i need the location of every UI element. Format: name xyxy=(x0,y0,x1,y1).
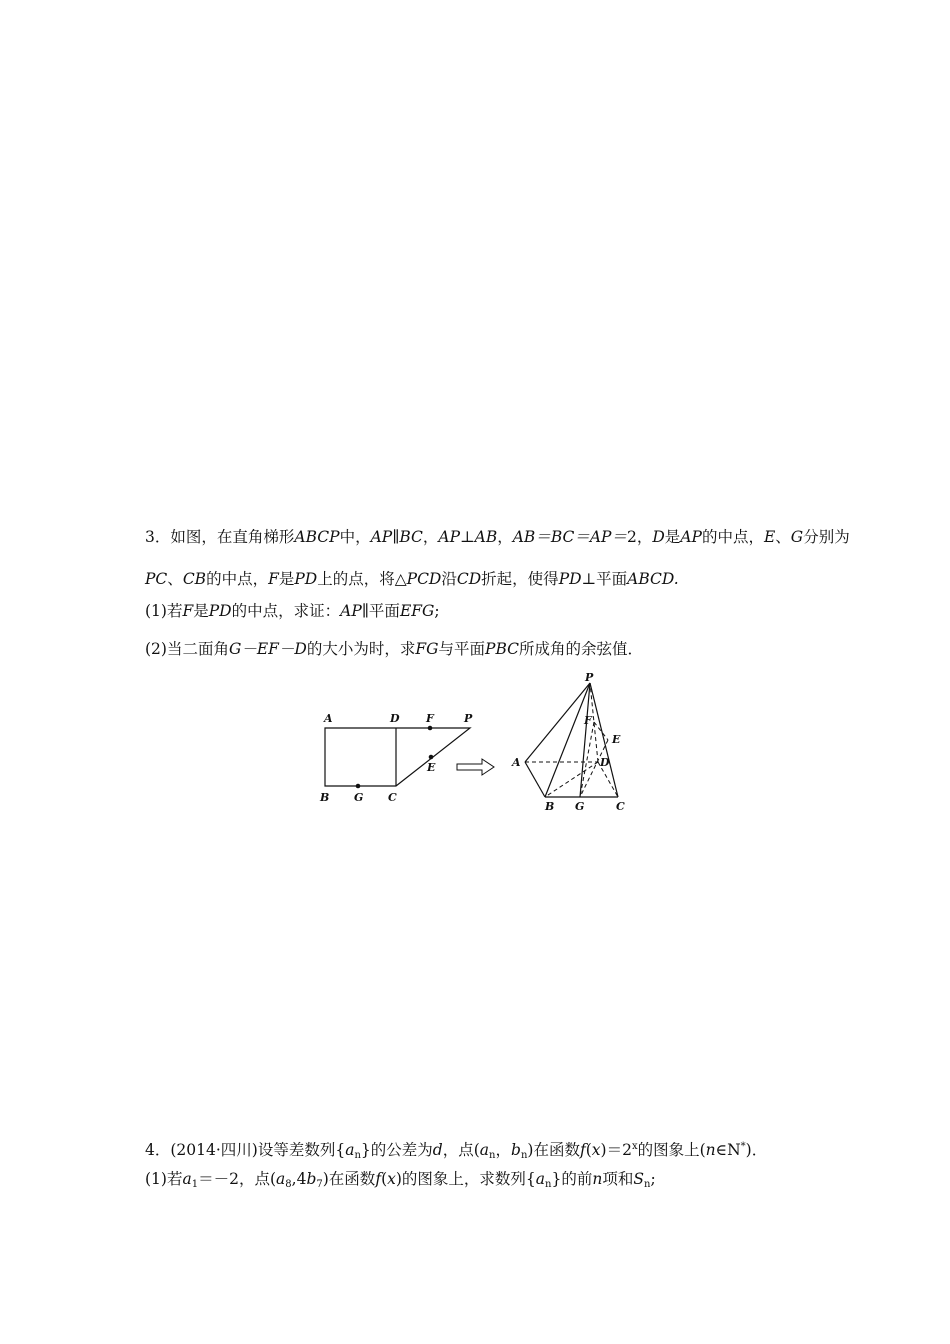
point-g xyxy=(356,784,361,789)
math: AP⊥AB xyxy=(438,528,498,546)
label-a: A xyxy=(324,712,333,725)
subscript: 7 xyxy=(316,1179,323,1190)
text: )＝2 xyxy=(600,1141,632,1159)
text: 平面 xyxy=(596,570,628,588)
text: (1)若 xyxy=(145,1170,183,1188)
text: )在函数 xyxy=(527,1141,580,1159)
text: 所成角的余弦值． xyxy=(519,640,644,658)
label-d-3d: D xyxy=(600,756,610,769)
math: G－EF－D xyxy=(228,640,307,658)
text: 的大小为时，求 xyxy=(306,640,416,658)
text: }的公差为 xyxy=(360,1141,433,1159)
math: PCD xyxy=(406,570,442,588)
math: F xyxy=(268,570,279,588)
point-f xyxy=(428,726,433,731)
text: 的中点，求证： xyxy=(231,602,341,620)
label-b: B xyxy=(320,791,330,804)
math: PD xyxy=(294,570,318,588)
math: AP xyxy=(680,528,702,546)
text: 的图象上( xyxy=(637,1141,706,1159)
text: 是 xyxy=(664,528,681,546)
text: ， xyxy=(497,528,513,546)
label-c: C xyxy=(388,791,397,804)
q4-part-1 xyxy=(145,1168,656,1196)
text: 是 xyxy=(193,602,209,620)
text: ， xyxy=(422,528,439,546)
math: D xyxy=(652,528,665,546)
text: ( xyxy=(381,1170,388,1188)
label-f-3d: F xyxy=(584,714,592,727)
text: 的中点， xyxy=(701,528,764,546)
label-f: F xyxy=(426,712,434,725)
text: 项和 xyxy=(602,1170,634,1188)
text: 折起，使得 xyxy=(481,570,559,588)
math: a xyxy=(345,1141,355,1159)
math: f xyxy=(375,1170,382,1188)
math: ABCP xyxy=(294,528,340,546)
q3-line-2 xyxy=(145,568,679,590)
q3-number: 3． xyxy=(145,528,171,546)
label-a-3d: A xyxy=(512,756,521,769)
q4-line-1 xyxy=(145,1136,767,1167)
text: 沿 xyxy=(441,570,457,588)
subscript: n xyxy=(489,1150,496,1161)
label-p-3d: P xyxy=(585,671,594,684)
math: n xyxy=(592,1170,603,1188)
math: S xyxy=(633,1170,644,1188)
text: 的中点， xyxy=(206,570,269,588)
label-g-3d: G xyxy=(575,800,585,813)
label-d: D xyxy=(390,712,400,725)
label-p: P xyxy=(464,712,473,725)
math: n xyxy=(705,1141,716,1159)
subscript: n xyxy=(545,1179,552,1190)
subscript: n xyxy=(520,1150,528,1161)
text: ; xyxy=(434,602,440,620)
text: ∈N xyxy=(715,1141,741,1159)
math: a xyxy=(276,1170,286,1188)
math: E xyxy=(763,528,776,546)
text: (2)当二面角 xyxy=(145,640,229,658)
text: 、 xyxy=(167,570,183,588)
math: b xyxy=(306,1170,317,1188)
text: 中， xyxy=(339,528,371,546)
text: ＝－2，点( xyxy=(198,1170,277,1188)
math: F xyxy=(182,602,194,620)
math: f xyxy=(579,1141,586,1159)
text: 上的点，将△ xyxy=(317,570,407,588)
q3-line-1 xyxy=(145,526,850,548)
subscript: 1 xyxy=(191,1179,199,1190)
trapezoid-figure xyxy=(325,728,470,786)
q3-part-2 xyxy=(145,638,643,660)
text: 2， xyxy=(626,528,653,546)
text: 与平面 xyxy=(438,640,486,658)
label-g: G xyxy=(354,791,364,804)
math: CD xyxy=(456,570,482,588)
math: EFG xyxy=(399,602,435,620)
math: AP∥BC xyxy=(370,528,423,546)
label-e: E xyxy=(427,761,436,774)
text: ， xyxy=(495,1141,511,1159)
text: )的图象上，求数列{ xyxy=(395,1170,536,1188)
text: )． xyxy=(745,1141,768,1159)
text: ，点( xyxy=(442,1141,480,1159)
subscript: n xyxy=(354,1150,361,1161)
q3-part-1 xyxy=(145,600,440,622)
text: ,4 xyxy=(291,1170,307,1188)
math: CB xyxy=(182,570,207,588)
math: a xyxy=(535,1170,546,1188)
fold-arrow-icon xyxy=(457,759,494,775)
math: d xyxy=(432,1141,443,1159)
math: PC xyxy=(145,570,168,588)
text: 是 xyxy=(278,570,295,588)
label-b-3d: B xyxy=(545,800,555,813)
text: 4．(2014·四川)设等差数列{ xyxy=(145,1141,346,1159)
math: PD xyxy=(208,602,232,620)
text: }的前 xyxy=(551,1170,593,1188)
math: AP∥ xyxy=(340,602,369,620)
math: G xyxy=(790,528,804,546)
math: FG xyxy=(415,640,439,658)
math: PD⊥ xyxy=(558,570,597,588)
math: a xyxy=(182,1170,192,1188)
text: (1)若 xyxy=(145,602,183,620)
math: x xyxy=(387,1170,396,1188)
math: x xyxy=(591,1141,601,1159)
subscript: 8 xyxy=(285,1179,292,1190)
text: 平面 xyxy=(368,602,400,620)
pyramid-figure xyxy=(525,683,618,797)
superscript: * xyxy=(740,1141,746,1152)
text: )在函数 xyxy=(322,1170,376,1188)
label-e-3d: E xyxy=(612,733,621,746)
math: PBC xyxy=(485,640,519,658)
text: ; xyxy=(650,1170,656,1188)
math: AB＝BC＝AP＝ xyxy=(512,528,627,546)
math: a xyxy=(479,1141,490,1159)
text: 如图，在直角梯形 xyxy=(170,528,295,546)
label-c-3d: C xyxy=(616,800,625,813)
math: b xyxy=(511,1141,521,1159)
text: ( xyxy=(585,1141,592,1159)
text: 分别为 xyxy=(803,528,850,546)
superscript: x xyxy=(631,1141,638,1152)
point-e xyxy=(429,755,434,760)
text: 、 xyxy=(775,528,791,546)
subscript: n xyxy=(644,1179,651,1190)
math: ABCD. xyxy=(627,570,679,588)
